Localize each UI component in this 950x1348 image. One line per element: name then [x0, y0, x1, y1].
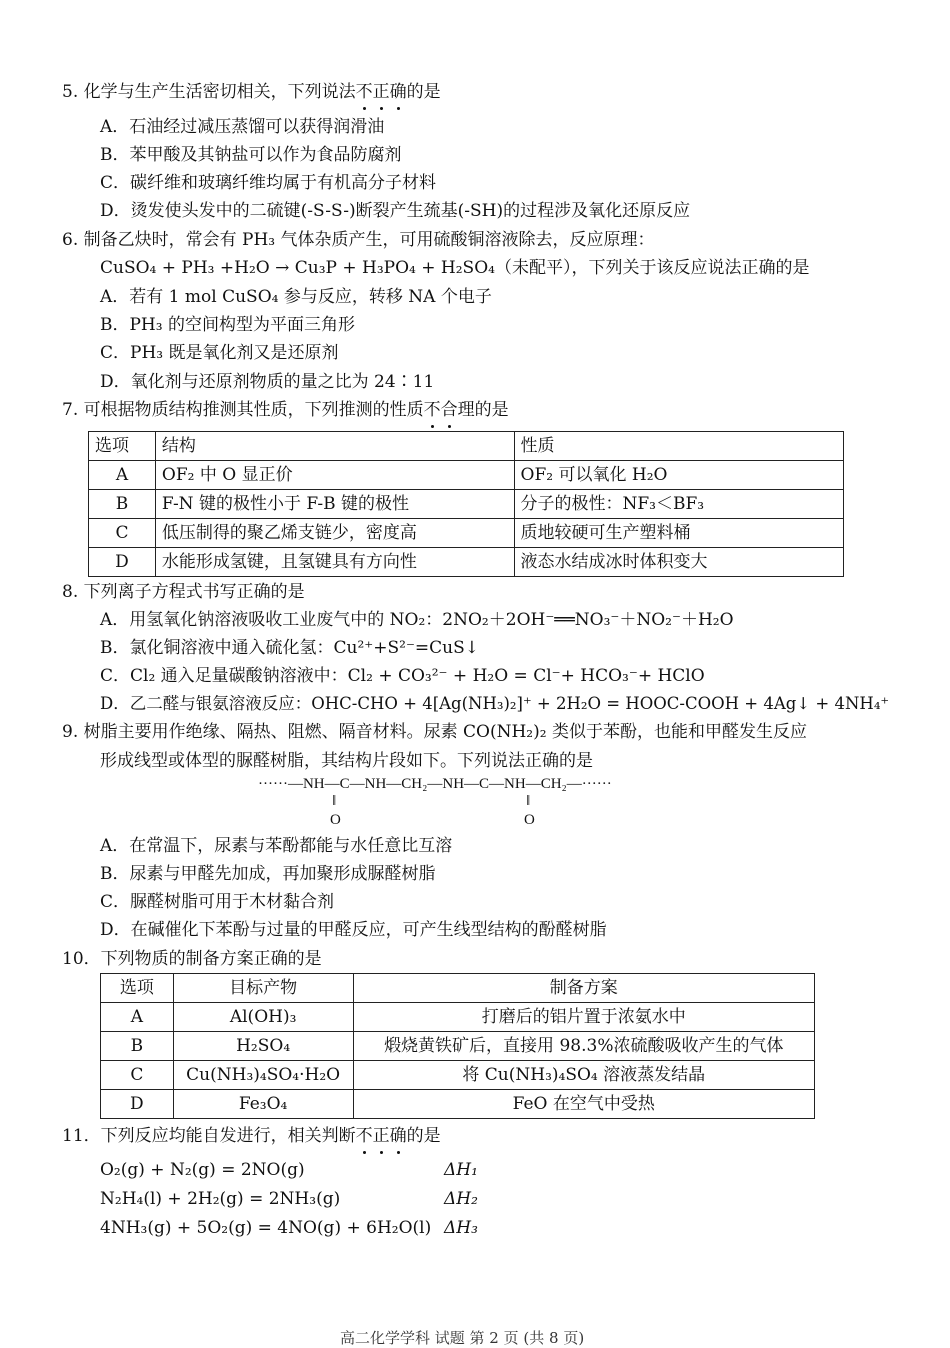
- emphasis-char: 正: [372, 82, 390, 102]
- table-cell: OF₂ 可以氧化 H₂O: [514, 461, 843, 490]
- table-cell: FeO 在空气中受热: [353, 1090, 814, 1119]
- q9-stem-line2: 形成线型或体型的脲醛树脂，其结构片段如下。下列说法正确的是: [100, 751, 593, 771]
- q11-enthalpy-3: ΔH₃: [444, 1218, 478, 1238]
- table-cell: 分子的极性：NF₃＜BF₃: [514, 490, 843, 519]
- emphasis-char: 确: [389, 82, 407, 102]
- oxygen-atom: O: [524, 812, 535, 828]
- table-header-cell: 性质: [514, 432, 843, 461]
- q5-option-c: C．碳纤维和玻璃纤维均属于有机高分子材料: [100, 173, 437, 193]
- q8-option-d: D．乙二醛与银氨溶液反应：OHC-CHO + 4[Ag(NH₃)₂]⁺ + 2H₂O = HOOC-COOH + 4Ag↓ + 4NH₄⁺: [100, 694, 890, 713]
- q11-equation-2: N₂H₄(l) + 2H₂(g) = 2NH₃(g): [100, 1189, 341, 1209]
- table-cell: 质地较硬可生产塑料桶: [514, 519, 843, 548]
- table-cell: A: [89, 461, 156, 490]
- table-row: [101, 1003, 815, 1032]
- q11-equation-1: O₂(g) + N₂(g) = 2NO(g): [100, 1160, 305, 1180]
- q11-stem-pre: 11．下列反应均能自发进行，相关判断: [62, 1126, 356, 1146]
- table-cell: Fe₃O₄: [173, 1090, 353, 1119]
- table-header-row: [101, 974, 815, 1003]
- emphasis-char: 不: [423, 400, 441, 420]
- table-row: [89, 490, 844, 519]
- table-cell: B: [89, 490, 156, 519]
- double-bond: ‖: [332, 793, 337, 809]
- q9-option-a: A．在常温下，尿素与苯酚都能与水任意比互溶: [100, 836, 453, 856]
- table-row: [89, 461, 844, 490]
- q11-stem-post: 的是: [406, 1126, 441, 1146]
- table-header-cell: 选项: [101, 974, 174, 1003]
- q8-option-a: A．用氢氧化钠溶液吸收工业废气中的 NO₂：2NO₂＋2OH⁻══NO₃⁻＋NO₂⁻＋H₂O: [100, 610, 734, 630]
- table-cell: F-N 键的极性小于 F-B 键的极性: [155, 490, 514, 519]
- table-cell: 低压制得的聚乙烯支链少，密度高: [155, 519, 514, 548]
- q7-stem: [62, 398, 509, 422]
- q7-table: [88, 431, 844, 577]
- q8-option-b: B．氯化铜溶液中通入硫化氢：Cu²⁺+S²⁻=CuS↓: [100, 638, 480, 658]
- table-row: [101, 1061, 815, 1090]
- page-footer: 高二化学学科 试题 第 2 页 (共 8 页): [340, 1329, 585, 1347]
- q6-equation: CuSO₄ + PH₃ +H₂O → Cu₃P + H₃PO₄ + H₂SO₄（未配平），下列关于该反应说法正确的是: [100, 258, 810, 278]
- table-header-cell: 制备方案: [353, 974, 814, 1003]
- q5-option-b: B．苯甲酸及其钠盐可以作为食品防腐剂: [100, 145, 402, 165]
- q6-option-b: B．PH₃ 的空间构型为平面三角形: [100, 315, 355, 335]
- table-cell: C: [101, 1061, 174, 1090]
- q8-option-c: C．Cl₂ 通入足量碳酸钠溶液中：Cl₂ + CO₃²⁻ + H₂O = Cl⁻+ HCO₃⁻+ HClO: [100, 666, 705, 686]
- table-header-row: [89, 432, 844, 461]
- double-bond: ‖: [526, 793, 531, 809]
- table-row: [89, 519, 844, 548]
- table-cell: Al(OH)₃: [173, 1003, 353, 1032]
- table-cell: H₂SO₄: [173, 1032, 353, 1061]
- table-cell: A: [101, 1003, 174, 1032]
- emphasis-char: 合: [440, 400, 458, 420]
- table-cell: 将 Cu(NH₃)₄SO₄ 溶液蒸发结晶: [353, 1061, 814, 1090]
- q7-stem-pre: 7. 可根据物质结构推测其性质，下列推测的性质: [62, 400, 424, 420]
- table-header-cell: 结构: [155, 432, 514, 461]
- q9-option-d: D．在碱催化下苯酚与过量的甲醛反应，可产生线型结构的酚醛树脂: [100, 920, 607, 940]
- table-cell: B: [101, 1032, 174, 1061]
- q5-option-d: D．烫发使头发中的二硫键(-S-S-)断裂产生巯基(-SH)的过程涉及氧化还原反应: [100, 201, 691, 221]
- polymer-chain: ······—NH—C—NH—CH₂—NH—C—NH—CH₂—······: [258, 776, 612, 792]
- table-cell: C: [89, 519, 156, 548]
- q5-stem: [62, 80, 441, 104]
- emphasis-char: 确: [389, 1126, 407, 1146]
- q11-stem: [62, 1124, 441, 1148]
- q9-option-c: C．脲醛树脂可用于木材黏合剂: [100, 892, 335, 912]
- q10-stem: 10．下列物质的制备方案正确的是: [62, 949, 322, 969]
- emphasis-char: 不: [355, 1126, 373, 1146]
- q10-table: [100, 973, 815, 1119]
- q11-equation-3: 4NH₃(g) + 5O₂(g) = 4NO(g) + 6H₂O(l): [100, 1218, 432, 1238]
- q5-stem-pre: 5. 化学与生产生活密切相关，下列说法: [62, 82, 356, 102]
- urea-formaldehyde-structure: [250, 776, 700, 832]
- table-row: [89, 548, 844, 577]
- q7-stem-post: 理的是: [457, 400, 509, 420]
- q9-option-b: B．尿素与甲醛先加成，再加聚形成脲醛树脂: [100, 864, 436, 884]
- q11-enthalpy-2: ΔH₂: [444, 1189, 478, 1209]
- q6-option-c: C．PH₃ 既是氧化剂又是还原剂: [100, 343, 339, 363]
- table-cell: D: [101, 1090, 174, 1119]
- q5-option-a: A．石油经过减压蒸馏可以获得润滑油: [100, 117, 385, 137]
- table-cell: 水能形成氢键，且氢键具有方向性: [155, 548, 514, 577]
- q6-option-d: D．氧化剂与还原剂物质的量之比为 24∶11: [100, 372, 435, 392]
- emphasis-char: 不: [355, 82, 373, 102]
- q5-stem-post: 的是: [406, 82, 441, 102]
- oxygen-atom: O: [330, 812, 341, 828]
- table-cell: OF₂ 中 O 显正价: [155, 461, 514, 490]
- table-cell: 煅烧黄铁矿后，直接用 98.3%浓硫酸吸收产生的气体: [353, 1032, 814, 1061]
- table-header-cell: 选项: [89, 432, 156, 461]
- q6-option-a: A．若有 1 mol CuSO₄ 参与反应，转移 NA 个电子: [100, 287, 492, 307]
- q9-stem-line1: 9. 树脂主要用作绝缘、隔热、阻燃、隔音材料。尿素 CO(NH₂)₂ 类似于苯酚，也能和甲醛发生反应: [62, 722, 807, 742]
- table-cell: 打磨后的铝片置于浓氨水中: [353, 1003, 814, 1032]
- table-header-cell: 目标产物: [173, 974, 353, 1003]
- q8-stem: 8. 下列离子方程式书写正确的是: [62, 582, 305, 602]
- emphasis-char: 正: [372, 1126, 390, 1146]
- q6-stem: 6. 制备乙炔时，常会有 PH₃ 气体杂质产生，可用硫酸铜溶液除去，反应原理：: [62, 230, 655, 250]
- table-cell: D: [89, 548, 156, 577]
- table-row: [101, 1032, 815, 1061]
- table-row: [101, 1090, 815, 1119]
- q11-enthalpy-1: ΔH₁: [444, 1160, 478, 1180]
- table-cell: 液态水结成冰时体积变大: [514, 548, 843, 577]
- table-cell: Cu(NH₃)₄SO₄·H₂O: [173, 1061, 353, 1090]
